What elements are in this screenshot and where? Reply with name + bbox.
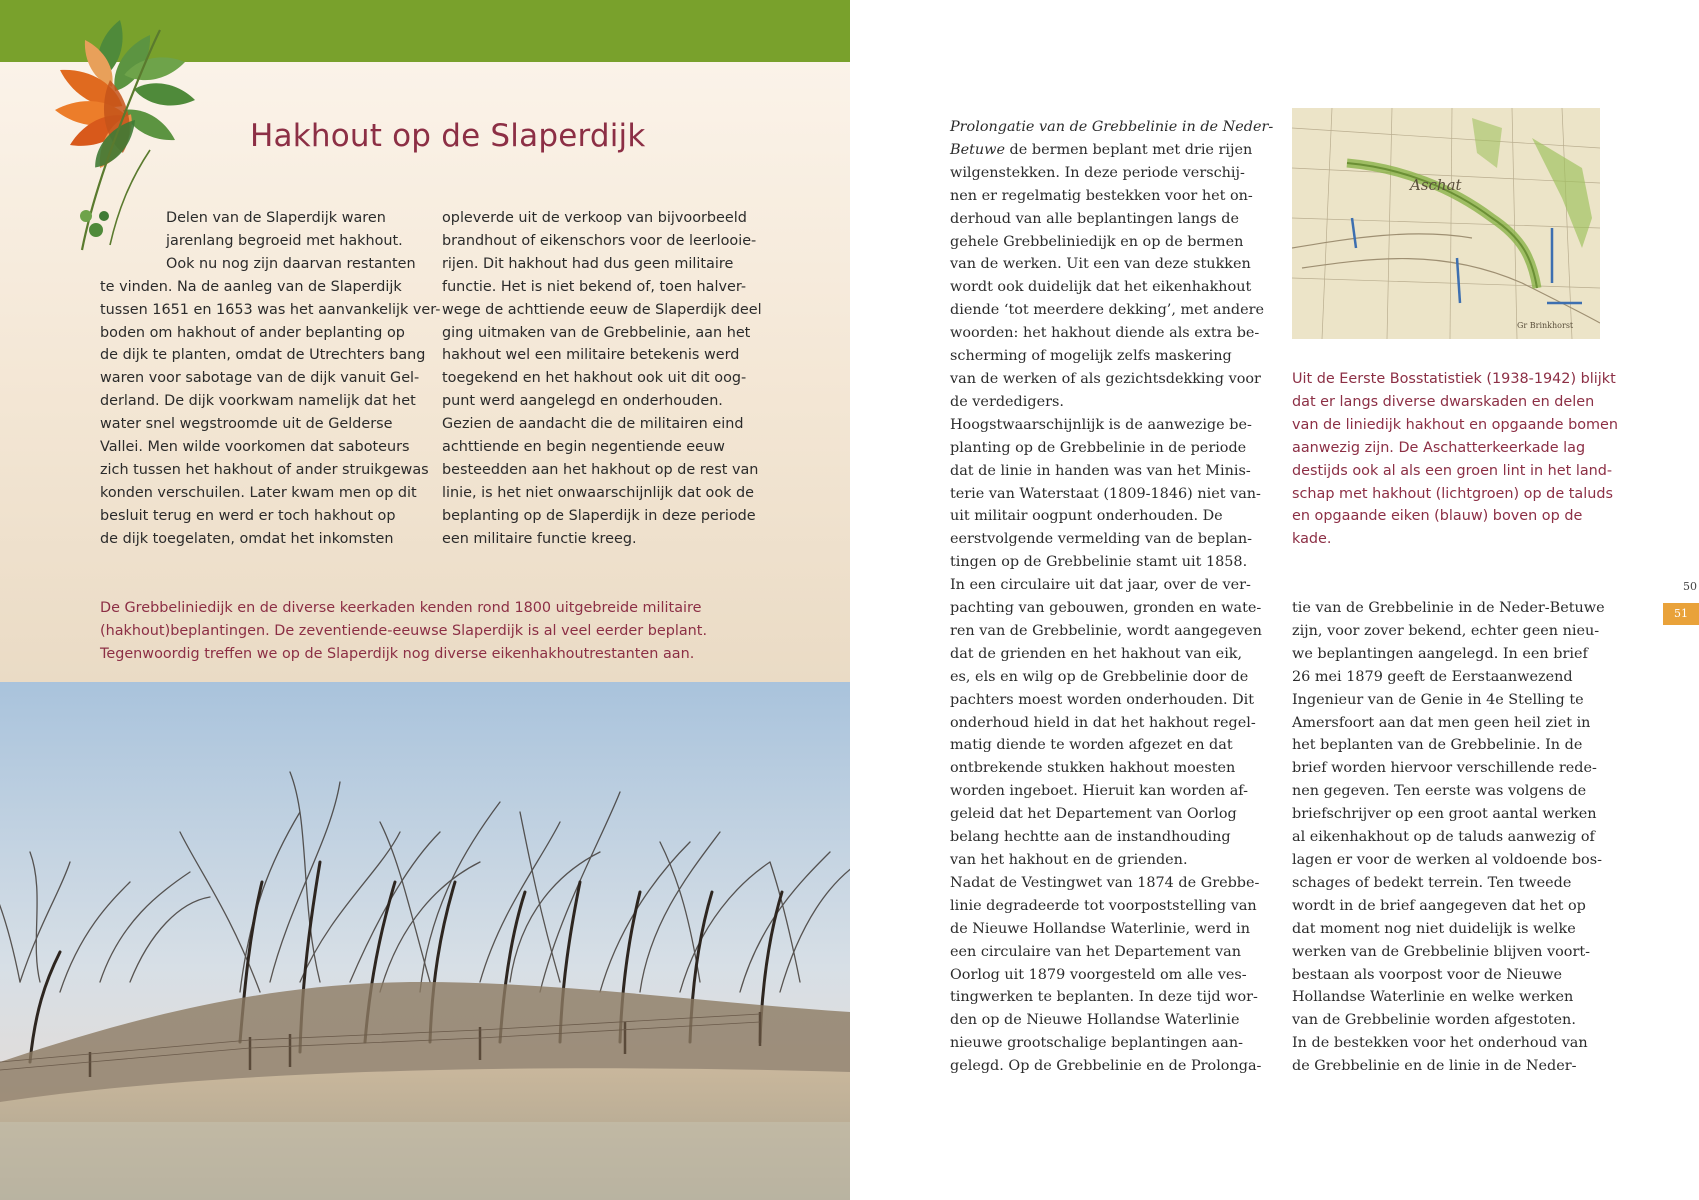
text-line: gelegd. Op de Grebbelinie en de Prolonga-: [950, 1058, 1262, 1075]
caption-line: destijds ook al als een groen lint in het land-: [1292, 462, 1613, 479]
text-line: derland. De dijk voorkwam namelijk dat het: [100, 393, 416, 410]
text-line: brief worden hiervoor verschillende rede-: [1292, 760, 1597, 777]
text-line: terie van Waterstaat (1809-1846) niet van-: [950, 485, 1261, 502]
text-line: de dijk te planten, omdat de Utrechters bang: [100, 347, 426, 364]
text-line: van het hakhout en de grienden.: [950, 852, 1188, 868]
text-line: zijn, voor zover bekend, echter geen nieu-: [1292, 622, 1600, 639]
caption-line: schap met hakhout (lichtgroen) op de taluds: [1292, 485, 1613, 502]
text-line: wordt ook duidelijk dat het eikenhakhout: [950, 279, 1252, 296]
caption-line: kade.: [1292, 531, 1332, 548]
text-line: een militaire functie kreeg.: [442, 530, 637, 547]
text-line: geleid dat het Departement van Oorlog: [950, 806, 1237, 823]
text-line: water snel wegstroomde uit de Gelderse: [100, 416, 393, 433]
landscape-photo: [0, 682, 850, 1200]
text-line: waren voor sabotage van de dijk vanuit Gel-: [100, 370, 420, 387]
text-line: schages of bedekt terrein. Ten tweede: [1292, 874, 1572, 891]
text-line: 26 mei 1879 geeft de Eerstaanwezend: [1292, 668, 1573, 685]
text-line: wilgenstekken. In deze periode verschij-: [950, 164, 1245, 181]
text-line: besteedden aan het hakhout op de rest van: [442, 461, 759, 478]
text-line: het beplanten van de Grebbelinie. In de: [1292, 737, 1583, 754]
text-line: diende ‘tot meerdere dekking’, met andere: [950, 302, 1265, 319]
text-line: dat de grienden en het hakhout van eik,: [950, 645, 1243, 662]
text-line: matig diende te worden afgezet en dat: [950, 737, 1233, 754]
text-line: [950, 116, 1274, 139]
text-line: zich tussen het hakhout of ander struikgewas: [100, 461, 429, 478]
text-line: al eikenhakhout op de taluds aanwezig of: [1292, 829, 1595, 846]
text-line: boden om hakhout of ander beplanting op: [100, 324, 405, 341]
caption-line: dat er langs diverse dwarskaden en delen: [1292, 393, 1595, 410]
text-run: de bermen beplant met drie rijen: [1004, 141, 1253, 158]
text-line: worden ingeboet. Hieruit kan worden af-: [950, 783, 1248, 800]
text-line: jarenlang begroeid met hakhout.: [166, 232, 403, 249]
map-label: Gr Brinkhorst: [1517, 321, 1574, 330]
text-line: planting op de Grebbelinie in de periode: [950, 439, 1247, 456]
text-line: briefschrijver op een groot aantal werken: [1292, 806, 1597, 823]
text-line: tingwerken te beplanten. In deze tijd wor-: [950, 989, 1258, 1006]
intro-column-2: [442, 207, 762, 551]
text-line: scherming of mogelijk zelfs maskering: [950, 348, 1232, 365]
text-line: werken van de Grebbelinie blijven voort-: [1292, 943, 1590, 960]
body-column-1: [950, 116, 1274, 1078]
text-line: wege de achttiende eeuw de Slaperdijk deel: [442, 301, 762, 318]
caption-line: aanwezig zijn. De Aschatterkeerkade lag: [1292, 439, 1586, 456]
text-line: belang hechtte aan de instandhouding: [950, 829, 1231, 846]
text-line: besluit terug en werd er toch hakhout op: [100, 507, 396, 524]
text-line: van de werken. Uit een van deze stukken: [950, 256, 1251, 273]
text-line: ging uitmaken van de Grebbelinie, aan het: [442, 324, 751, 341]
text-line: In de bestekken voor het onderhoud van: [1292, 1035, 1588, 1052]
text-line: es, els en wilg op de Grebbelinie door de: [950, 668, 1249, 685]
text-line: nieuwe grootschalige beplantingen aan-: [950, 1035, 1243, 1052]
text-line: ren van de Grebbelinie, wordt aangegeven: [950, 622, 1262, 639]
text-line: onderhoud hield in dat het hakhout regel-: [950, 714, 1256, 731]
text-line: dat de linie in handen was van het Minis-: [950, 462, 1251, 479]
map-caption: [1292, 368, 1622, 551]
italic-title: Betuwe: [950, 141, 1005, 158]
caption-line: en opgaande eiken (blauw) boven op de: [1292, 508, 1583, 525]
text-line: woorden: het hakhout diende als extra be-: [950, 325, 1260, 342]
text-line: te vinden. Na de aanleg van de Slaperdijk: [100, 278, 402, 295]
text-line: de Nieuwe Hollandse Waterlinie, werd in: [950, 920, 1251, 937]
historic-map: [1292, 108, 1600, 339]
text-line: Ook nu nog zijn daarvan restanten: [166, 255, 416, 272]
text-line: dat moment nog niet duidelijk is welke: [1292, 920, 1576, 937]
text-line: Gezien de aandacht die de militairen eind: [442, 416, 744, 433]
text-line: we beplantingen aangelegd. In een brief: [1292, 645, 1588, 662]
text-line: Oorlog uit 1879 voorgesteld om alle ves-: [950, 966, 1247, 983]
text-line: Nadat de Vestingwet van 1874 de Grebbe-: [950, 874, 1260, 891]
caption-line: De Grebbeliniedijk en de diverse keerkaden kenden rond 1800 uitgebreide militaire: [100, 600, 702, 616]
text-line: Amersfoort aan dat men geen heil ziet in: [1292, 714, 1591, 731]
text-line: linie, is het niet onwaarschijnlijk dat ook de: [442, 484, 755, 501]
text-line: pachters moest worden onderhouden. Dit: [950, 691, 1255, 708]
text-line: tussen 1651 en 1653 was het aanvankelijk ver-: [100, 301, 441, 318]
text-line: de Grebbelinie en de linie in de Neder-: [1292, 1058, 1577, 1075]
page-number-left: 50: [1683, 580, 1697, 593]
text-line: nen er regelmatig bestekken voor het on-: [950, 187, 1253, 204]
text-line: hakhout wel een militaire betekenis werd: [442, 347, 740, 364]
text-line: pachting van gebouwen, gronden en wate-: [950, 600, 1262, 617]
text-line: de dijk toegelaten, omdat het inkomsten: [100, 530, 394, 547]
text-line: derhoud van alle beplantingen langs de: [950, 210, 1239, 227]
text-line: tingen op de Grebbelinie stamt uit 1858.: [950, 554, 1248, 571]
caption-line: Uit de Eerste Bosstatistiek (1938-1942) blijkt: [1292, 371, 1616, 387]
text-line: wordt in de brief aangegeven dat het op: [1292, 897, 1586, 914]
text-line: achttiende en begin negentiende eeuw: [442, 439, 725, 456]
text-line: Hollandse Waterlinie en welke werken: [1292, 989, 1574, 1006]
text-line: nen gegeven. Ten eerste was volgens de: [1292, 783, 1587, 800]
text-line: Hoogstwaarschijnlijk is de aanwezige be-: [950, 416, 1252, 433]
body-column-2: [1292, 597, 1612, 1078]
text-line: eerstvolgende vermelding van de beplan-: [950, 531, 1253, 548]
text-line: Delen van de Slaperdijk waren: [166, 210, 386, 226]
text-line: functie. Het is niet bekend of, toen halver-: [442, 278, 747, 295]
text-line: een circulaire van het Departement van: [950, 943, 1241, 960]
text-line: den op de Nieuwe Hollandse Waterlinie: [950, 1012, 1240, 1029]
text-line: ontbrekende stukken hakhout moesten: [950, 760, 1236, 777]
text-line: beplanting op de Slaperdijk in deze periode: [442, 507, 756, 524]
text-line: rijen. Dit hakhout had dus geen militaire: [442, 255, 734, 272]
text-line: van de Grebbelinie worden afgestoten.: [1292, 1012, 1576, 1029]
page-number-right-tab: 51: [1663, 603, 1699, 625]
text-line: tie van de Grebbelinie in de Neder-Betuwe: [1292, 600, 1605, 616]
text-line: de verdedigers.: [950, 393, 1064, 410]
italic-title: Prolongatie van de Grebbelinie in de Neder-: [950, 119, 1274, 135]
text-line: bestaan als voorpost voor de Nieuwe: [1292, 966, 1563, 983]
text-line: opleverde uit de verkoop van bijvoorbeeld: [442, 210, 747, 226]
page-title: Hakhout op de Slaperdijk: [250, 118, 646, 154]
intro-column-1: [100, 207, 441, 551]
text-line: konden verschuilen. Later kwam men op dit: [100, 484, 417, 501]
text-line: uit militair oogpunt onderhouden. De: [950, 508, 1223, 525]
text-line: [950, 139, 1270, 162]
caption-line: Tegenwoordig treffen we op de Slaperdijk nog diverse eikenhakhoutrestanten aan.: [100, 645, 695, 662]
text-line: toegekend en het hakhout ook uit dit oog-: [442, 370, 747, 387]
text-line: In een circulaire uit dat jaar, over de ver-: [950, 577, 1251, 594]
map-label: Aschat: [1410, 176, 1462, 194]
text-line: linie degradeerde tot voorpoststelling van: [950, 897, 1257, 914]
text-line: Ingenieur van de Genie in 4e Stelling te: [1292, 691, 1584, 708]
caption-line: (hakhout)beplantingen. De zeventiende-eeuwse Slaperdijk is al veel eerder beplant.: [100, 622, 708, 639]
text-line: Vallei. Men wilde voorkomen dat saboteurs: [100, 439, 410, 456]
caption-line: van de liniedijk hakhout en opgaande bomen: [1292, 416, 1619, 433]
photo-caption: [100, 597, 800, 666]
text-line: brandhout of eikenschors voor de leerlooie-: [442, 232, 757, 249]
text-line: van de werken of als gezichtsdekking voor: [950, 370, 1261, 387]
page-numbers: [1663, 580, 1699, 620]
text-line: gehele Grebbeliniedijk en op de bermen: [950, 233, 1244, 250]
text-line: punt werd aangelegd en onderhouden.: [442, 393, 723, 410]
text-line: lagen er voor de werken al voldoende bos-: [1292, 851, 1602, 868]
